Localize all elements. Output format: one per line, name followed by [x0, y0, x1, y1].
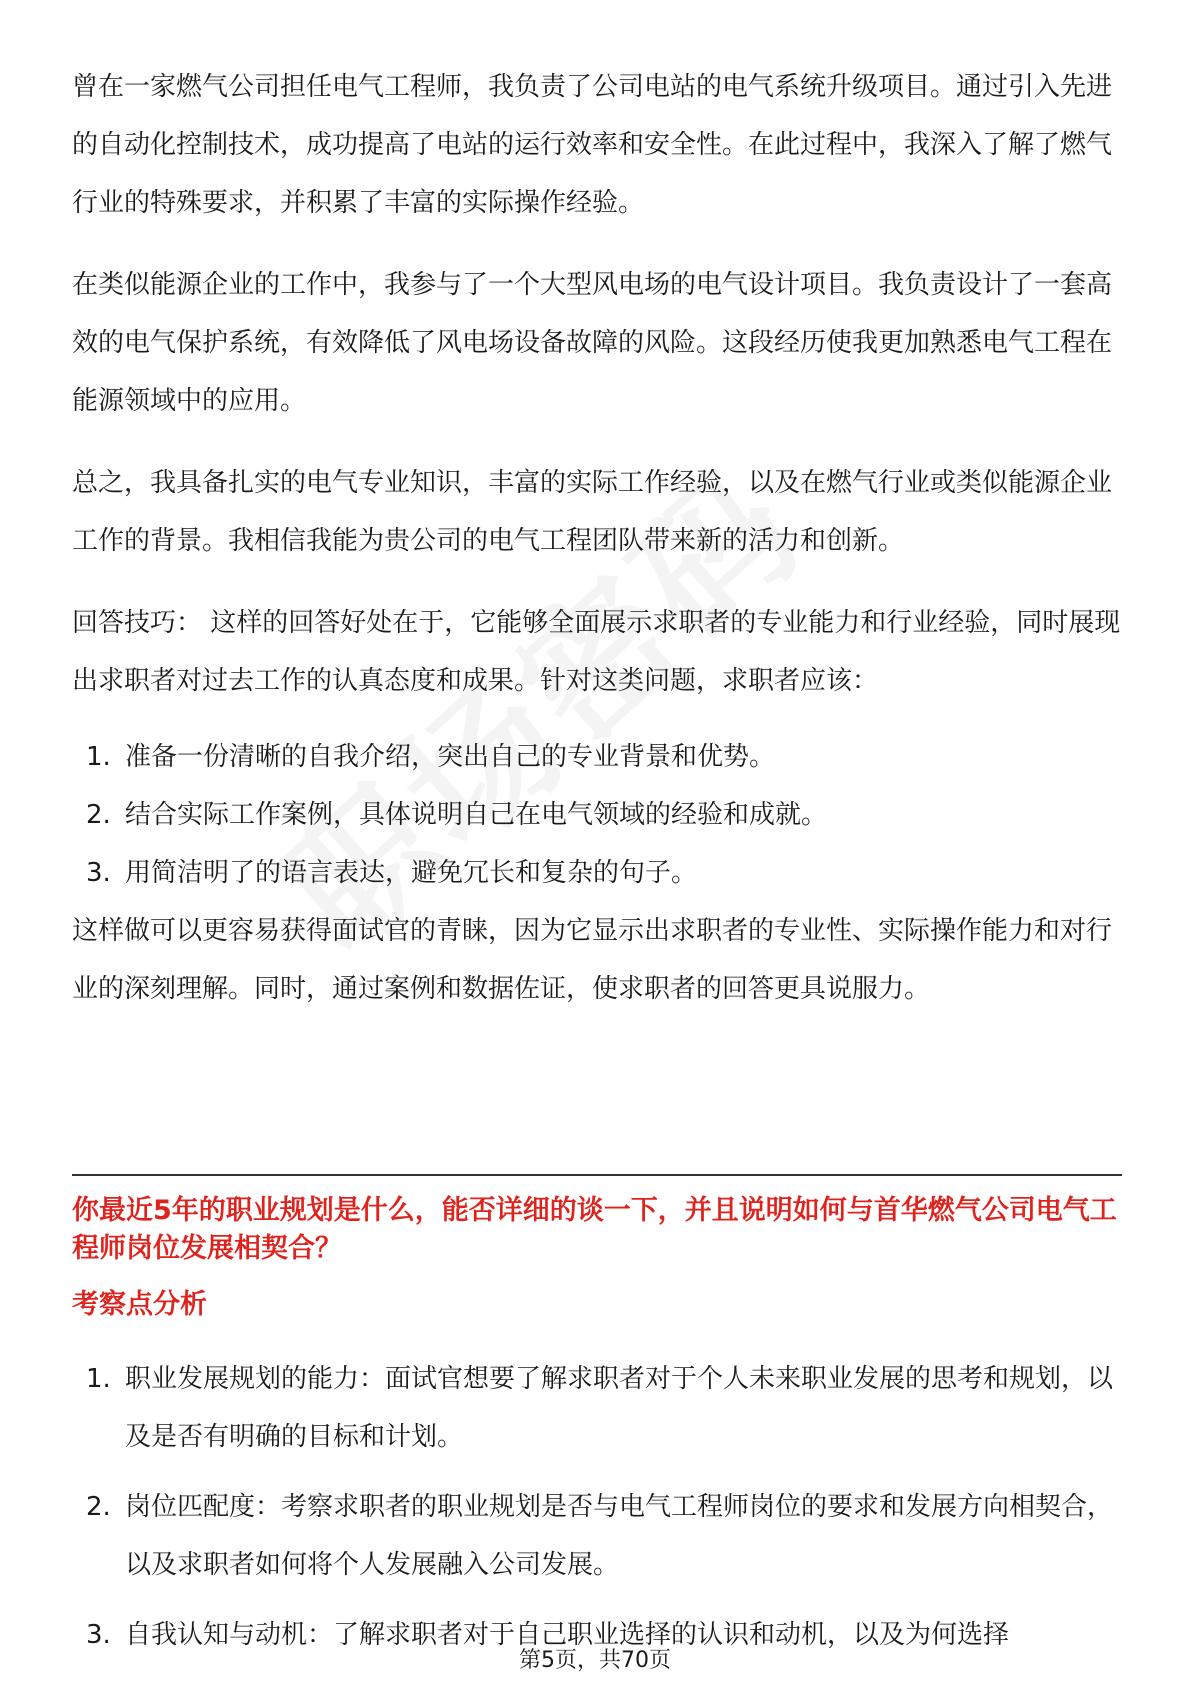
- paragraph-answer-tips: 回答技巧： 这样的回答好处在于，它能够全面展示求职者的专业能力和行业经验，同时展现出求职者对过去工作的认真态度和成果。针对这类问题，求职者应该：: [72, 608, 1121, 696]
- list-number: 3.: [86, 1620, 111, 1650]
- document-body: [72, 58, 1122, 1018]
- paragraph-summary: 总之，我具备扎实的电气专业知识，丰富的实际工作经验，以及在燃气行业或类似能源企业工作的背景。我相信我能为贵公司的电气工程团队带来新的活力和创新。: [72, 468, 1113, 556]
- list-item-text: 结合实际工作案例，具体说明自己在电气领域的经验和成就。: [125, 800, 828, 830]
- analysis-list: [72, 1350, 1122, 1676]
- list-item: [72, 728, 1122, 786]
- paragraph-experience-gas: 曾在一家燃气公司担任电气工程师，我负责了公司电站的电气系统升级项目。通过引入先进的自动化控制技术，成功提高了电站的运行效率和安全性。在此过程中，我深入了解了燃气行业的特殊要求，并积累了丰富的实际操作经验。: [72, 72, 1113, 218]
- list-item: [72, 844, 1122, 902]
- list-item: [72, 786, 1122, 844]
- list-number: 2.: [86, 1492, 111, 1522]
- list-item-text: 准备一份清晰的自我介绍，突出自己的专业背景和优势。: [125, 742, 776, 772]
- page-footer: 第5页，共70页: [519, 1648, 671, 1673]
- list-item-text: 岗位匹配度：考察求职者的职业规划是否与电气工程师岗位的要求和发展方向相契合，以及求职者如何将个人发展融入公司发展。: [125, 1492, 1114, 1580]
- interview-question: 你最近5年的职业规划是什么，能否详细的谈一下，并且说明如何与首华燃气公司电气工程师岗位发展相契合？: [72, 1195, 1117, 1264]
- list-item-text: 自我认知与动机：了解求职者对于自己职业选择的认识和动机，以及为何选择: [125, 1620, 1010, 1650]
- paragraph-conclusion: 这样做可以更容易获得面试官的青睐，因为它显示出求职者的专业性、实际操作能力和对行业的深刻理解。同时，通过案例和数据佐证，使求职者的回答更具说服力。: [72, 916, 1113, 1004]
- list-number: 3.: [86, 858, 111, 888]
- list-item: [72, 1350, 1122, 1466]
- section-divider: [72, 1174, 1122, 1176]
- list-number: 2.: [86, 800, 111, 830]
- list-item-text: 用简洁明了的语言表达，避免冗长和复杂的句子。: [125, 858, 698, 888]
- section-title: 考察点分析: [72, 1289, 207, 1320]
- paragraph-experience-energy: 在类似能源企业的工作中，我参与了一个大型风电场的电气设计项目。我负责设计了一套高效的电气保护系统，有效降低了风电场设备故障的风险。这段经历使我更加熟悉电气工程在能源领域中的应用。: [72, 270, 1113, 416]
- list-item: [72, 1478, 1122, 1594]
- list-item-text: 职业发展规划的能力：面试官想要了解求职者对于个人未来职业发展的思考和规划，以及是否有明确的目标和计划。: [125, 1364, 1114, 1452]
- list-number: 1.: [86, 742, 111, 772]
- list-number: 1.: [86, 1364, 111, 1394]
- tips-list: [72, 728, 1122, 902]
